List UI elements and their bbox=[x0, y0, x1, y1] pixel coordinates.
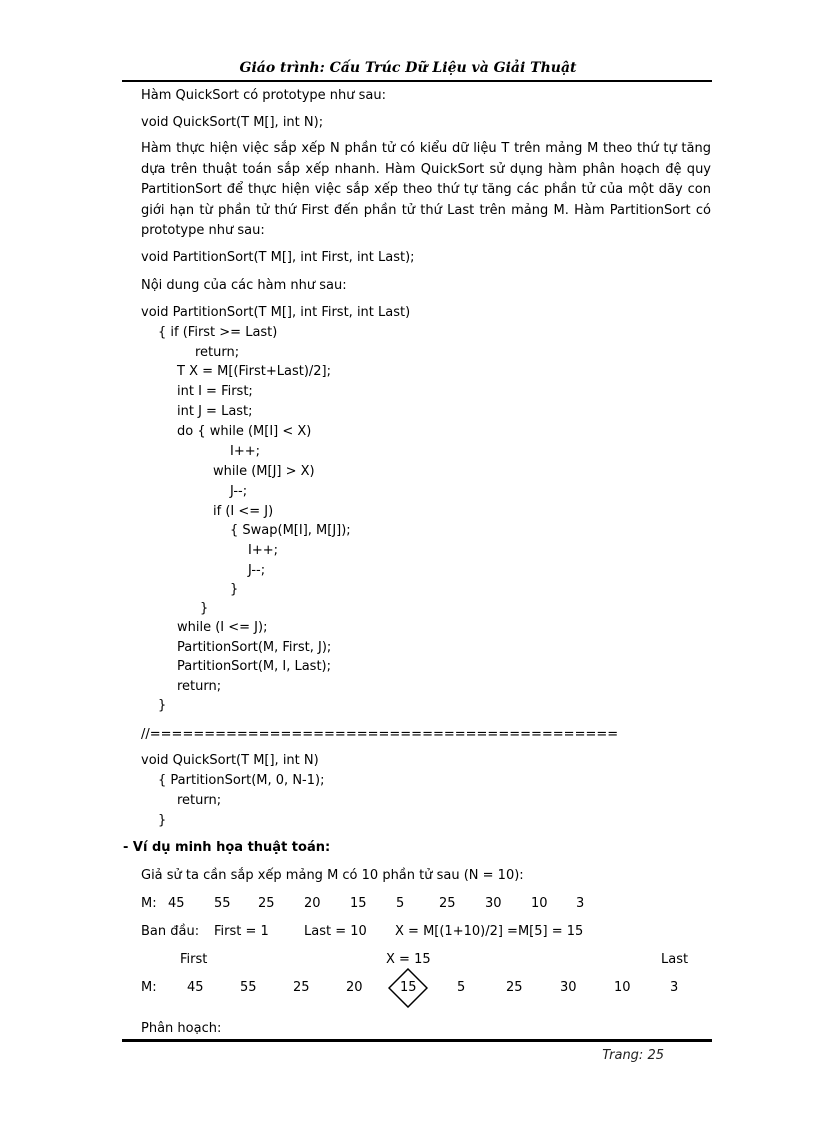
code-line: } bbox=[158, 698, 167, 713]
code-line: I++; bbox=[230, 444, 260, 459]
array-value-pivot: 15 bbox=[400, 980, 417, 995]
example-heading: - Ví dụ minh họa thuật toán: bbox=[123, 840, 331, 855]
array-value: 20 bbox=[304, 896, 321, 911]
array-value: 45 bbox=[187, 980, 204, 995]
array-value: 45 bbox=[168, 896, 185, 911]
code-line: while (M[J] > X) bbox=[213, 464, 315, 479]
code-line: } bbox=[230, 582, 239, 597]
code-line: PartitionSort(M, I, Last); bbox=[177, 659, 332, 674]
code-separator: //=========================================== bbox=[141, 727, 619, 742]
page-number: Trang: 25 bbox=[602, 1048, 664, 1063]
array-value: 25 bbox=[439, 896, 456, 911]
code-line: do { while (M[I] < X) bbox=[177, 424, 312, 439]
code-line: int I = First; bbox=[177, 384, 253, 399]
quicksort-prototype: void QuickSort(T M[], int N); bbox=[141, 115, 324, 130]
partition-label: Phân hoạch: bbox=[141, 1021, 222, 1036]
code-line: void PartitionSort(T M[], int First, int Last) bbox=[141, 305, 411, 320]
code-line: PartitionSort(M, First, J); bbox=[177, 640, 332, 655]
code-line: I++; bbox=[248, 543, 278, 558]
init-first: First = 1 bbox=[214, 924, 269, 939]
code-line: if (I <= J) bbox=[213, 504, 274, 519]
code-line: int J = Last; bbox=[177, 404, 253, 419]
code-line: } bbox=[200, 601, 209, 616]
array-value: 10 bbox=[614, 980, 631, 995]
array-value: 55 bbox=[240, 980, 257, 995]
marker-x: X = 15 bbox=[386, 952, 431, 967]
init-last: Last = 10 bbox=[304, 924, 367, 939]
code-line: T X = M[(First+Last)/2]; bbox=[177, 364, 332, 379]
code-line: { if (First >= Last) bbox=[158, 325, 278, 340]
init-label: Ban đầu: bbox=[141, 924, 200, 939]
code-line: { PartitionSort(M, 0, N-1); bbox=[158, 773, 325, 788]
array-value: 55 bbox=[214, 896, 231, 911]
array-value: 15 bbox=[350, 896, 367, 911]
array-value: 25 bbox=[506, 980, 523, 995]
code-line: return; bbox=[195, 345, 240, 360]
page-header-title: Giáo trình: Cấu Trúc Dữ Liệu và Giải Thuật bbox=[239, 60, 577, 76]
partitionsort-prototype: void PartitionSort(T M[], int First, int Last); bbox=[141, 250, 415, 265]
array-value: 3 bbox=[576, 896, 585, 911]
array-label: M: bbox=[141, 896, 157, 911]
code-line: return; bbox=[177, 793, 222, 808]
marker-first: First bbox=[180, 952, 208, 967]
array-value: 30 bbox=[485, 896, 502, 911]
array-value: 20 bbox=[346, 980, 363, 995]
code-line: J--; bbox=[230, 484, 248, 499]
array-value: 5 bbox=[457, 980, 466, 995]
array-value: 30 bbox=[560, 980, 577, 995]
marker-last: Last bbox=[661, 952, 689, 967]
footer-rule bbox=[122, 1039, 712, 1042]
content-intro: Nội dung của các hàm như sau: bbox=[141, 278, 347, 293]
array-value: 25 bbox=[258, 896, 275, 911]
array-value: 3 bbox=[670, 980, 679, 995]
code-line: } bbox=[158, 813, 167, 828]
code-line: void QuickSort(T M[], int N) bbox=[141, 753, 319, 768]
example-intro: Giả sử ta cần sắp xếp mảng M có 10 phần tử sau (N = 10): bbox=[141, 868, 524, 883]
array-label: M: bbox=[141, 980, 157, 995]
code-line: J--; bbox=[248, 563, 266, 578]
code-line: while (I <= J); bbox=[177, 620, 268, 635]
array-value: 25 bbox=[293, 980, 310, 995]
code-line: { Swap(M[I], M[J]); bbox=[230, 523, 351, 538]
array-value: 10 bbox=[531, 896, 548, 911]
header-rule bbox=[122, 80, 712, 82]
code-line: return; bbox=[177, 679, 222, 694]
intro-line-1: Hàm QuickSort có prototype như sau: bbox=[141, 88, 387, 103]
init-x: X = M[(1+10)/2] =M[5] = 15 bbox=[395, 924, 584, 939]
array-value: 5 bbox=[396, 896, 405, 911]
description-paragraph: Hàm thực hiện việc sắp xếp N phần tử có kiểu dữ liệu T trên mảng M theo thứ tự tăng dựa trên thuật toán sắp xếp nhanh. Hàm QuickSort sử dụng hàm phân hoạch đệ quy PartitionSort để thực hiện việc sắp xếp theo thứ tự tăng các phần tử của một dãy con giới hạn từ phần tử thứ First đến phần tử thứ Last trên mảng M. Hàm PartitionSort có prototype như sau: bbox=[141, 141, 711, 238]
